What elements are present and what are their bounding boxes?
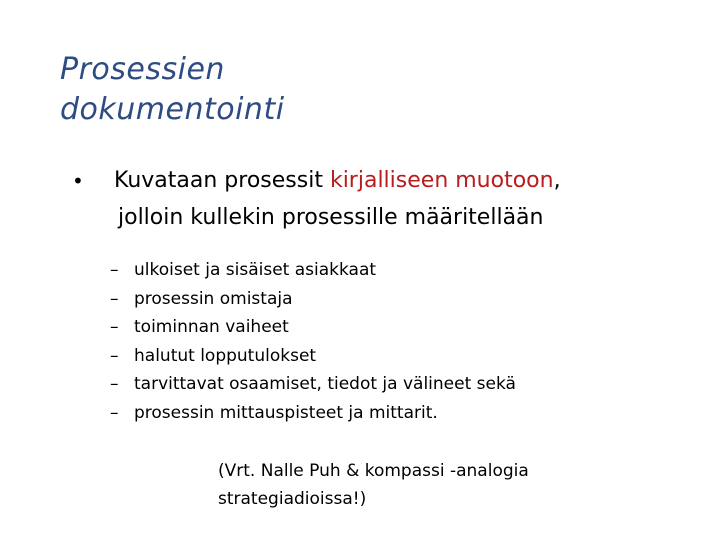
sub-bullet-item <box>110 285 516 314</box>
slide-title <box>60 50 285 130</box>
bullet-dot-icon: • <box>72 169 84 193</box>
main-bullet-highlight: kirjalliseen muotoon <box>329 168 554 193</box>
dash-icon: – <box>110 317 119 338</box>
sub-bullet-text: prosessin omistaja <box>134 288 293 309</box>
slide-title-line-1: Prosessien <box>60 52 225 87</box>
sub-bullet-list <box>110 256 516 428</box>
footnote-line-2: strategiadioissa!) <box>218 489 367 509</box>
slide-title-line-2: dokumentointi <box>60 92 285 127</box>
main-bullet-text-part-2: , <box>553 168 561 193</box>
sub-bullet-item <box>110 399 516 428</box>
main-bullet-text <box>112 162 702 236</box>
sub-bullet-item <box>110 342 516 371</box>
sub-bullet-text: toiminnan vaiheet <box>134 317 289 338</box>
sub-bullet-text: prosessin mittauspisteet ja mittarit. <box>134 402 438 423</box>
dash-icon: – <box>110 402 119 423</box>
footnote <box>218 457 529 513</box>
main-bullet <box>72 162 702 236</box>
dash-icon: – <box>110 288 119 309</box>
sub-bullet-text: ulkoiset ja sisäiset asiakkaat <box>134 260 377 280</box>
sub-bullet-item <box>110 256 516 285</box>
footnote-line-1: (Vrt. Nalle Puh & kompassi -analogia <box>218 461 529 481</box>
sub-bullet-text: halutut lopputulokset <box>134 345 317 366</box>
sub-bullet-text: tarvittavat osaamiset, tiedot ja välineet sekä <box>134 374 516 395</box>
sub-bullet-item <box>110 370 516 399</box>
dash-icon: – <box>110 345 119 366</box>
main-bullet-text-part-1: Kuvataan prosessit <box>114 168 330 193</box>
dash-icon: – <box>110 260 119 280</box>
dash-icon: – <box>110 374 119 395</box>
sub-bullet-item <box>110 313 516 342</box>
main-bullet-line-2: jolloin kullekin prosessille määritellään <box>118 205 544 230</box>
